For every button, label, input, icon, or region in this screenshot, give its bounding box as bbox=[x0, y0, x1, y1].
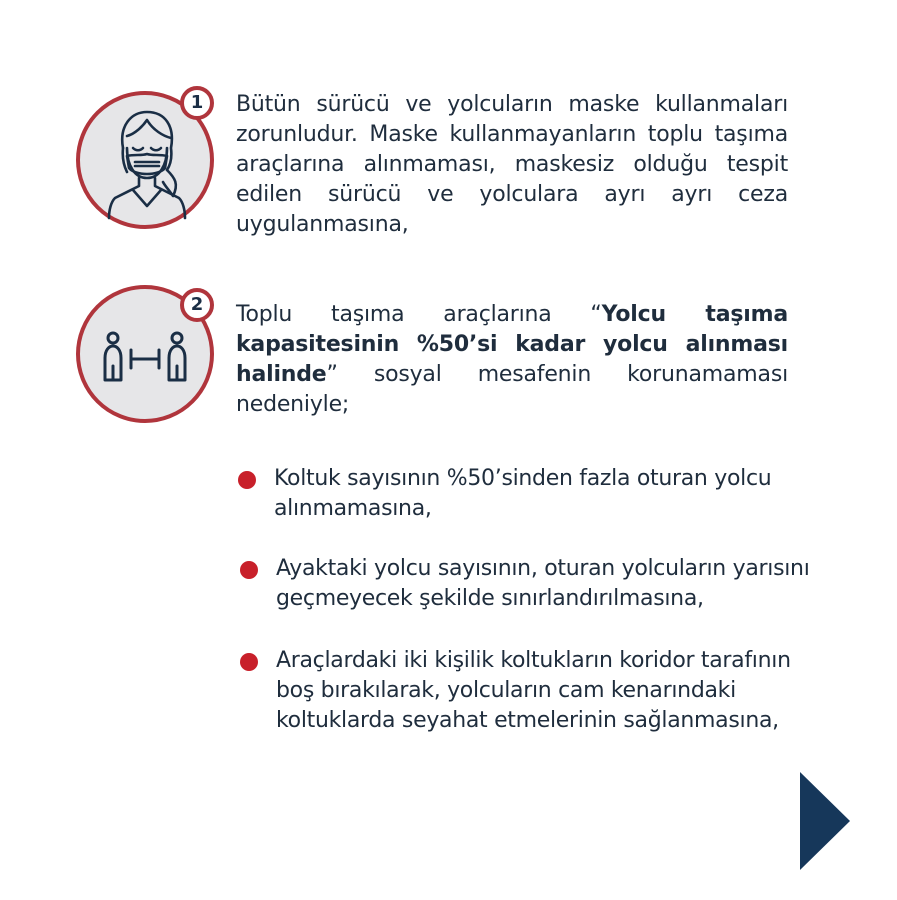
item-2-text-after: ” sosyal mesafenin korunamaması nedeniyle; bbox=[236, 362, 788, 417]
item-1-text: Bütün sürücü ve yolcuların maske kullanmaları zorunludur. Maske kullanmayanların toplu taşıma araçlarına alınmaması, maskesiz olduğu tespit edilen sürücü ve yolculara ayrı ayrı ceza uygulanmasına, bbox=[236, 92, 788, 237]
item-2-text-before: Toplu taşıma araçlarına “ bbox=[236, 302, 602, 327]
bullet-dot-icon bbox=[238, 471, 256, 489]
item-1-icon-group bbox=[75, 86, 245, 236]
item-2-text bbox=[236, 300, 788, 420]
next-slide-button[interactable] bbox=[800, 772, 850, 870]
next-arrow-icon bbox=[800, 772, 850, 870]
bullet-text: Ayaktaki yolcu sayısının, oturan yolcuların yarısını geçmeyecek şekilde sınırlandırılmasına, bbox=[276, 556, 810, 611]
item-1-number-badge: 1 bbox=[190, 92, 204, 113]
bullet-dot-icon bbox=[240, 561, 258, 579]
item-2-icon-group bbox=[75, 280, 245, 430]
item-2-number-badge: 2 bbox=[190, 294, 204, 315]
bullet-text: Araçlardaki iki kişilik koltukların koridor tarafının boş bırakılarak, yolcuların cam kenarındaki koltuklarda seyahat etmelerinin sağlanmasına, bbox=[276, 648, 791, 733]
bullet-text: Koltuk sayısının %50’sinden fazla oturan yolcu alınmamasına, bbox=[274, 466, 772, 521]
bullet-dot-icon bbox=[240, 653, 258, 671]
item-2-text-bold: Yolcu taşıma kapasitesinin %50’si kadar yolcu alınması halinde bbox=[236, 302, 789, 387]
